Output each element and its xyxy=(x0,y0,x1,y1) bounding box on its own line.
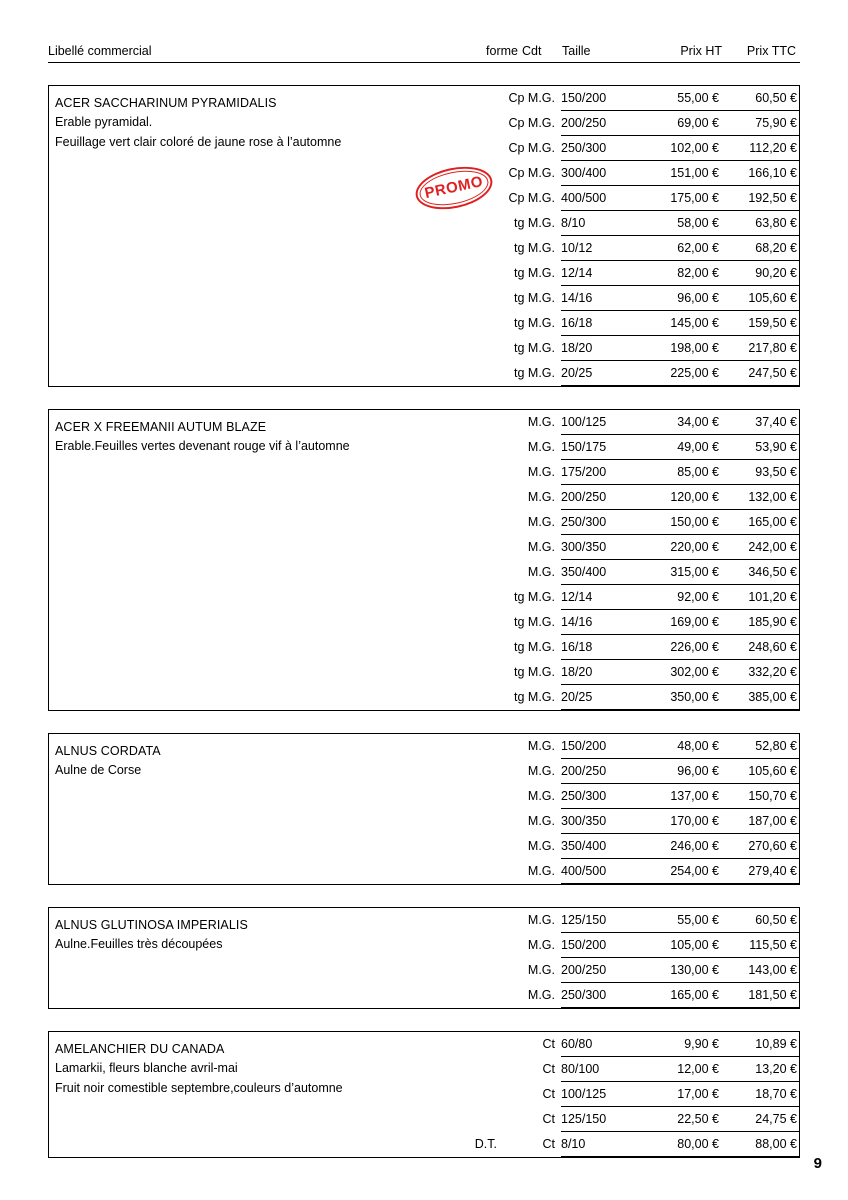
variant-dt xyxy=(469,1032,503,1057)
table-row xyxy=(469,186,799,211)
variant-dt xyxy=(469,261,503,286)
variant-prix-ttc: 93,50 € xyxy=(725,460,799,485)
product-block xyxy=(48,85,800,387)
variant-prix-ttc: 166,10 € xyxy=(725,161,799,186)
table-row xyxy=(469,286,799,311)
variant-taille: 10/12 xyxy=(561,236,645,261)
variant-taille: 8/10 xyxy=(561,1132,645,1157)
product-title: AMELANCHIER DU CANADA xyxy=(55,1042,225,1056)
table-row xyxy=(469,460,799,485)
variant-prix-ht: 55,00 € xyxy=(645,908,725,933)
header-prix-ht: Prix HT xyxy=(680,44,722,58)
variant-taille: 125/150 xyxy=(561,908,645,933)
variant-prix-ht: 34,00 € xyxy=(645,410,725,435)
table-row xyxy=(469,136,799,161)
variant-prix-ttc: 112,20 € xyxy=(725,136,799,161)
variant-taille: 20/25 xyxy=(561,685,645,710)
variant-prix-ht: 130,00 € xyxy=(645,958,725,983)
variant-prix-ttc: 185,90 € xyxy=(725,610,799,635)
variant-taille: 200/250 xyxy=(561,111,645,136)
variant-dt xyxy=(469,834,503,859)
variant-prix-ttc: 332,20 € xyxy=(725,660,799,685)
table-row xyxy=(469,261,799,286)
variant-forme-cdt: tg M.G. xyxy=(514,366,555,380)
product-blocks xyxy=(48,85,800,1158)
variant-forme-cdt: M.G. xyxy=(527,415,555,430)
variant-prix-ttc: 60,50 € xyxy=(725,86,799,111)
variant-prix-ht: 246,00 € xyxy=(645,834,725,859)
variant-dt xyxy=(469,136,503,161)
variant-taille: 250/300 xyxy=(561,136,645,161)
variant-prix-ht: 165,00 € xyxy=(645,983,725,1008)
variant-forme-cdt: tg M.G. xyxy=(514,266,555,280)
variant-prix-ht: 85,00 € xyxy=(645,460,725,485)
variant-forme-cdt: M.G. xyxy=(527,963,555,977)
variant-forme-cdt: M.G. xyxy=(527,565,555,579)
variant-prix-ht: 169,00 € xyxy=(645,610,725,635)
variant-forme-cdt: M.G. xyxy=(527,465,555,479)
variant-prix-ttc: 165,00 € xyxy=(725,510,799,535)
variant-taille: 400/500 xyxy=(561,186,645,211)
product-variants xyxy=(469,1032,799,1157)
table-row xyxy=(469,111,799,136)
table-row xyxy=(469,236,799,261)
table-row xyxy=(469,161,799,186)
variant-forme-cdt: M.G. xyxy=(527,988,555,1002)
variant-taille: 250/300 xyxy=(561,983,645,1008)
variant-forme-cdt: Ct xyxy=(542,1087,555,1101)
product-description-line: Aulne de Corse xyxy=(55,763,142,778)
variant-forme-cdt: M.G. xyxy=(527,540,555,554)
variant-prix-ttc: 90,20 € xyxy=(725,261,799,286)
variant-prix-ht: 69,00 € xyxy=(645,111,725,136)
variant-taille: 12/14 xyxy=(561,261,645,286)
variant-taille: 60/80 xyxy=(561,1032,645,1057)
variant-taille: 16/18 xyxy=(561,635,645,660)
variant-prix-ht: 151,00 € xyxy=(645,161,725,186)
table-row xyxy=(469,311,799,336)
page-number: 9 xyxy=(813,1155,822,1172)
variant-prix-ht: 17,00 € xyxy=(645,1082,725,1107)
variant-prix-ht: 55,00 € xyxy=(645,86,725,111)
variant-dt xyxy=(469,161,503,186)
variant-prix-ht: 150,00 € xyxy=(645,510,725,535)
variant-dt xyxy=(469,510,503,535)
variant-prix-ttc: 181,50 € xyxy=(725,983,799,1008)
variant-forme-cdt: Ct xyxy=(542,1137,555,1151)
table-row xyxy=(469,1082,799,1107)
variant-prix-ht: 12,00 € xyxy=(645,1057,725,1082)
variant-taille: 350/400 xyxy=(561,834,645,859)
variant-prix-ttc: 37,40 € xyxy=(725,410,799,435)
header-prix-ttc: Prix TTC xyxy=(746,44,796,58)
variant-dt: D.T. xyxy=(474,1137,497,1151)
variant-forme-cdt: M.G. xyxy=(527,515,555,529)
table-row xyxy=(469,510,799,535)
variant-forme-cdt: M.G. xyxy=(527,938,555,952)
variant-dt xyxy=(469,111,503,136)
product-block-inner xyxy=(49,86,799,386)
variant-forme-cdt: Ct xyxy=(542,1037,555,1052)
variant-taille: 100/125 xyxy=(561,410,645,435)
variant-prix-ht: 22,50 € xyxy=(645,1107,725,1132)
product-title: ALNUS GLUTINOSA IMPERIALIS xyxy=(55,918,248,932)
variant-forme-cdt: M.G. xyxy=(527,490,555,504)
variant-prix-ttc: 270,60 € xyxy=(725,834,799,859)
variant-taille: 16/18 xyxy=(561,311,645,336)
header-cdt: Cdt xyxy=(522,44,542,58)
variant-dt xyxy=(469,211,503,236)
table-row xyxy=(469,660,799,685)
variant-prix-ttc: 385,00 € xyxy=(725,685,799,710)
variant-taille: 300/350 xyxy=(561,809,645,834)
variant-prix-ht: 170,00 € xyxy=(645,809,725,834)
table-row xyxy=(469,435,799,460)
table-row xyxy=(469,361,799,386)
variant-prix-ttc: 346,50 € xyxy=(725,560,799,585)
variant-prix-ttc: 53,90 € xyxy=(725,435,799,460)
variant-forme-cdt: M.G. xyxy=(527,440,555,454)
variant-taille: 250/300 xyxy=(561,784,645,809)
variant-prix-ttc: 279,40 € xyxy=(725,859,799,884)
variant-forme-cdt: tg M.G. xyxy=(514,615,555,629)
table-row xyxy=(469,933,799,958)
variant-prix-ttc: 143,00 € xyxy=(725,958,799,983)
variant-dt xyxy=(469,610,503,635)
variant-taille: 200/250 xyxy=(561,485,645,510)
variant-prix-ht: 120,00 € xyxy=(645,485,725,510)
variant-dt xyxy=(469,983,503,1008)
product-description xyxy=(49,410,469,710)
product-variants xyxy=(469,410,799,710)
variant-prix-ht: 92,00 € xyxy=(645,585,725,610)
product-description-line: Lamarkii, fleurs blanche avril-mai xyxy=(55,1061,238,1076)
product-variants xyxy=(469,908,799,1008)
product-description-line: Erable.Feuilles vertes devenant rouge vif à l’automne xyxy=(55,439,350,454)
variant-prix-ttc: 248,60 € xyxy=(725,635,799,660)
variant-dt xyxy=(469,186,503,211)
variant-forme-cdt: M.G. xyxy=(527,864,555,878)
variant-dt xyxy=(469,460,503,485)
variant-prix-ttc: 115,50 € xyxy=(725,933,799,958)
variant-taille: 150/200 xyxy=(561,933,645,958)
variant-taille: 250/300 xyxy=(561,510,645,535)
table-row xyxy=(469,336,799,361)
variant-prix-ttc: 101,20 € xyxy=(725,585,799,610)
variant-dt xyxy=(469,1057,503,1082)
table-row xyxy=(469,485,799,510)
variant-forme-cdt: tg M.G. xyxy=(514,690,555,704)
variant-prix-ttc: 132,00 € xyxy=(725,485,799,510)
product-block-inner xyxy=(49,410,799,710)
variant-prix-ht: 145,00 € xyxy=(645,311,725,336)
product-description xyxy=(49,1032,469,1157)
table-row xyxy=(469,1032,799,1057)
variant-prix-ttc: 24,75 € xyxy=(725,1107,799,1132)
product-description-line: Erable pyramidal. xyxy=(55,115,153,130)
table-row xyxy=(469,908,799,933)
product-description-line: Fruit noir comestible septembre,couleurs d’automne xyxy=(55,1080,343,1095)
variant-taille: 14/16 xyxy=(561,610,645,635)
variant-forme-cdt: tg M.G. xyxy=(514,241,555,255)
variant-prix-ttc: 18,70 € xyxy=(725,1082,799,1107)
product-block xyxy=(48,733,800,885)
variant-dt xyxy=(469,1107,503,1132)
variant-prix-ttc: 88,00 € xyxy=(725,1132,799,1157)
variant-prix-ttc: 13,20 € xyxy=(725,1057,799,1082)
variant-dt xyxy=(469,236,503,261)
variant-prix-ttc: 63,80 € xyxy=(725,211,799,236)
variant-prix-ttc: 150,70 € xyxy=(725,784,799,809)
variant-dt xyxy=(469,635,503,660)
variant-forme-cdt: tg M.G. xyxy=(514,590,555,604)
product-title: ACER X FREEMANII AUTUM BLAZE xyxy=(55,420,267,434)
variant-forme-cdt: Ct xyxy=(542,1112,555,1126)
product-description-line: Aulne.Feuilles très découpées xyxy=(55,937,223,952)
variant-prix-ht: 48,00 € xyxy=(645,734,725,759)
variant-dt xyxy=(469,809,503,834)
variant-taille: 150/200 xyxy=(561,86,645,111)
variant-prix-ttc: 105,60 € xyxy=(725,286,799,311)
variant-forme-cdt: Cp M.G. xyxy=(508,91,555,106)
variant-taille: 20/25 xyxy=(561,361,645,386)
variant-dt xyxy=(469,859,503,884)
variant-prix-ht: 96,00 € xyxy=(645,759,725,784)
variant-taille: 200/250 xyxy=(561,759,645,784)
variant-prix-ttc: 52,80 € xyxy=(725,734,799,759)
variant-forme-cdt: M.G. xyxy=(527,839,555,853)
variant-prix-ht: 80,00 € xyxy=(645,1132,725,1157)
variant-dt xyxy=(469,86,503,111)
variant-dt xyxy=(469,311,503,336)
product-description-line: Feuillage vert clair coloré de jaune rose à l’automne xyxy=(55,134,342,149)
variant-prix-ht: 302,00 € xyxy=(645,660,725,685)
product-description xyxy=(49,734,469,884)
variant-prix-ht: 198,00 € xyxy=(645,336,725,361)
variant-prix-ht: 226,00 € xyxy=(645,635,725,660)
variant-prix-ttc: 247,50 € xyxy=(725,361,799,386)
variant-prix-ht: 175,00 € xyxy=(645,186,725,211)
product-block xyxy=(48,409,800,711)
variant-dt xyxy=(469,784,503,809)
variant-prix-ht: 9,90 € xyxy=(645,1032,725,1057)
table-row xyxy=(469,784,799,809)
variant-forme-cdt: M.G. xyxy=(527,764,555,778)
product-variants xyxy=(469,86,799,386)
variant-forme-cdt: M.G. xyxy=(527,913,555,928)
variant-forme-cdt: Cp M.G. xyxy=(508,191,555,205)
variant-forme-cdt: M.G. xyxy=(527,789,555,803)
variant-taille: 200/250 xyxy=(561,958,645,983)
variant-forme-cdt: tg M.G. xyxy=(514,640,555,654)
variant-taille: 100/125 xyxy=(561,1082,645,1107)
variant-dt xyxy=(469,759,503,784)
header-forme: forme xyxy=(486,44,518,58)
table-row xyxy=(469,585,799,610)
variant-forme-cdt: Cp M.G. xyxy=(508,166,555,180)
variant-taille: 300/400 xyxy=(561,161,645,186)
product-block-inner xyxy=(49,734,799,884)
variant-taille: 150/175 xyxy=(561,435,645,460)
header-taille: Taille xyxy=(562,44,591,58)
variant-dt xyxy=(469,908,503,933)
product-title: ACER SACCHARINUM PYRAMIDALIS xyxy=(55,96,277,110)
table-row xyxy=(469,859,799,884)
variant-dt xyxy=(469,958,503,983)
product-block-inner xyxy=(49,908,799,1008)
variant-dt xyxy=(469,560,503,585)
variant-prix-ht: 58,00 € xyxy=(645,211,725,236)
variant-dt xyxy=(469,535,503,560)
price-list-sheet xyxy=(48,44,800,1158)
variant-dt xyxy=(469,361,503,386)
variant-taille: 300/350 xyxy=(561,535,645,560)
variant-prix-ttc: 187,00 € xyxy=(725,809,799,834)
variant-prix-ttc: 242,00 € xyxy=(725,535,799,560)
table-row xyxy=(469,635,799,660)
variant-forme-cdt: tg M.G. xyxy=(514,291,555,305)
variant-forme-cdt: M.G. xyxy=(527,739,555,754)
table-row xyxy=(469,958,799,983)
variant-prix-ht: 220,00 € xyxy=(645,535,725,560)
table-row xyxy=(469,610,799,635)
variant-forme-cdt: tg M.G. xyxy=(514,316,555,330)
table-row xyxy=(469,759,799,784)
variant-prix-ttc: 192,50 € xyxy=(725,186,799,211)
variant-prix-ttc: 105,60 € xyxy=(725,759,799,784)
table-row xyxy=(469,535,799,560)
promo-stamp-label: PROMO xyxy=(423,173,485,202)
variant-dt xyxy=(469,336,503,361)
variant-prix-ttc: 10,89 € xyxy=(725,1032,799,1057)
variant-prix-ht: 105,00 € xyxy=(645,933,725,958)
variant-dt xyxy=(469,286,503,311)
product-title: ALNUS CORDATA xyxy=(55,744,161,758)
table-row xyxy=(469,685,799,710)
variant-prix-ttc: 159,50 € xyxy=(725,311,799,336)
product-variants xyxy=(469,734,799,884)
variant-dt xyxy=(469,410,503,435)
variant-prix-ht: 315,00 € xyxy=(645,560,725,585)
variant-dt xyxy=(469,585,503,610)
table-row xyxy=(469,1107,799,1132)
variant-prix-ht: 254,00 € xyxy=(645,859,725,884)
variant-prix-ht: 82,00 € xyxy=(645,261,725,286)
table-row xyxy=(469,211,799,236)
variant-dt xyxy=(469,485,503,510)
table-row xyxy=(469,560,799,585)
variant-taille: 175/200 xyxy=(561,460,645,485)
table-row xyxy=(469,1057,799,1082)
product-block xyxy=(48,1031,800,1158)
variant-prix-ttc: 60,50 € xyxy=(725,908,799,933)
variant-forme-cdt: M.G. xyxy=(527,814,555,828)
variant-prix-ht: 350,00 € xyxy=(645,685,725,710)
variant-forme-cdt: tg M.G. xyxy=(514,665,555,679)
variant-forme-cdt: tg M.G. xyxy=(514,216,555,230)
variant-forme-cdt: tg M.G. xyxy=(514,341,555,355)
table-row xyxy=(469,834,799,859)
variant-dt xyxy=(469,1082,503,1107)
table-row xyxy=(469,809,799,834)
variant-taille: 12/14 xyxy=(561,585,645,610)
variant-taille: 80/100 xyxy=(561,1057,645,1082)
variant-taille: 125/150 xyxy=(561,1107,645,1132)
variant-prix-ht: 137,00 € xyxy=(645,784,725,809)
table-header xyxy=(48,44,800,63)
variant-prix-ht: 62,00 € xyxy=(645,236,725,261)
variant-prix-ttc: 217,80 € xyxy=(725,336,799,361)
table-row xyxy=(469,734,799,759)
variant-taille: 400/500 xyxy=(561,859,645,884)
variant-taille: 18/20 xyxy=(561,660,645,685)
variant-taille: 150/200 xyxy=(561,734,645,759)
table-row xyxy=(469,86,799,111)
variant-taille: 8/10 xyxy=(561,211,645,236)
variant-prix-ht: 49,00 € xyxy=(645,435,725,460)
variant-dt xyxy=(469,685,503,710)
variant-dt xyxy=(469,734,503,759)
variant-prix-ttc: 68,20 € xyxy=(725,236,799,261)
product-description xyxy=(49,86,469,386)
variant-prix-ttc: 75,90 € xyxy=(725,111,799,136)
variant-forme-cdt: Cp M.G. xyxy=(508,116,555,130)
variant-taille: 14/16 xyxy=(561,286,645,311)
variant-prix-ht: 102,00 € xyxy=(645,136,725,161)
table-row xyxy=(469,410,799,435)
variant-dt xyxy=(469,435,503,460)
product-block-inner xyxy=(49,1032,799,1157)
variant-taille: 350/400 xyxy=(561,560,645,585)
variant-dt xyxy=(469,933,503,958)
table-row xyxy=(469,1132,799,1157)
variant-forme-cdt: Ct xyxy=(542,1062,555,1076)
variant-prix-ht: 96,00 € xyxy=(645,286,725,311)
variant-dt xyxy=(469,660,503,685)
product-description xyxy=(49,908,469,1008)
variant-forme-cdt: Cp M.G. xyxy=(508,141,555,155)
variant-taille: 18/20 xyxy=(561,336,645,361)
table-row xyxy=(469,983,799,1008)
header-libelle: Libellé commercial xyxy=(48,44,152,58)
product-block xyxy=(48,907,800,1009)
variant-prix-ht: 225,00 € xyxy=(645,361,725,386)
